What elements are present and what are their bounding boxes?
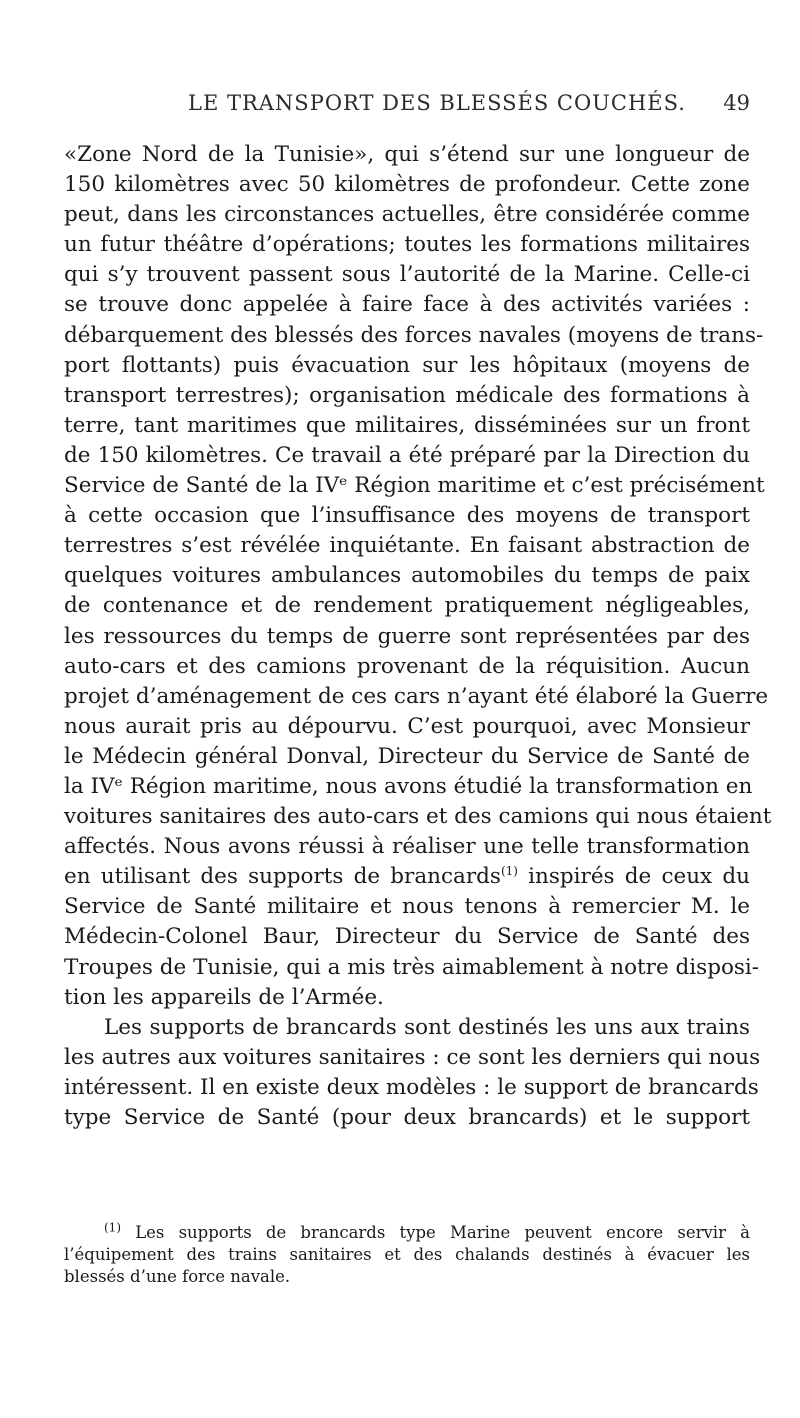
text-line: Médecin-Colonel Baur, Directeur du Service de Santé des [64, 924, 750, 950]
text-line: qui s’y trouvent passent sous l’autorité de la Marine. Celle-ci [64, 262, 750, 288]
text-line: Troupes de Tunisie, qui a mis très aimablement à notre disposi- [64, 954, 760, 980]
text-line: transport terrestres); organisation médicale des formations à [64, 382, 750, 408]
running-title: LE TRANSPORT DES BLESSÉS COUCHÉS. [188, 91, 686, 115]
text-line: projet d’aménagement de ces cars n’ayant été élaboré la Guerre [64, 683, 769, 709]
text-line: à cette occasion que l’insuffisance des moyens de transport [64, 503, 750, 529]
text-line: auto-cars et des camions provenant de la réquisition. Aucun [64, 653, 750, 679]
text-line: quelques voitures ambulances automobiles du temps de paix [64, 563, 750, 589]
footnote-line [64, 1222, 750, 1244]
text-fragment: inspirés de ceux du [528, 864, 750, 890]
text-line: la IVᵉ Région maritime, nous avons étudié la transformation en [64, 773, 753, 799]
body-text [64, 140, 772, 1133]
text-fragment: Les supports de brancards type Marine peuvent encore servir à [135, 1223, 751, 1242]
footnote-line: blessés d’une force navale. [64, 1267, 291, 1286]
text-line: les ressources du temps de guerre sont représentées par des [64, 623, 750, 649]
text-line-with-footnote [64, 862, 750, 892]
text-line: peut, dans les circonstances actuelles, être considérée comme [64, 202, 750, 228]
text-line: nous aurait pris au dépourvu. C’est pourquoi, avec Monsieur [64, 713, 750, 739]
paragraph-2 [64, 1013, 761, 1133]
text-line: Service de Santé de la IVᵉ Région maritime et c’est précisément [64, 473, 765, 499]
text-line: intéressent. Il en existe deux modèles : le support de brancards [64, 1074, 759, 1100]
text-line: affectés. Nous avons réussi à réaliser une telle transformation [64, 834, 750, 860]
text-line: se trouve donc appelée à faire face à des activités variées : [64, 292, 750, 318]
page-number: 49 [723, 91, 750, 115]
page-header [110, 91, 750, 131]
footnote-marker: (1) [104, 1220, 121, 1235]
text-line: port flottants) puis évacuation sur les hôpitaux (moyens de [64, 352, 750, 378]
paragraph-1 [64, 140, 772, 1013]
text-line: voitures sanitaires des auto-cars et des camions qui nous étaient [64, 804, 772, 830]
text-line: Service de Santé militaire et nous tenons à remercier M. le [64, 894, 750, 920]
text-line: terrestres s’est révélée inquiétante. En faisant abstraction de [64, 533, 750, 559]
text-line: de 150 kilomètres. Ce travail a été préparé par la Direction du [64, 442, 750, 468]
text-line: 150 kilomètres avec 50 kilomètres de profondeur. Cette zone [64, 172, 750, 198]
footnote-line: l’équipement des trains sanitaires et des chalands destinés à évacuer les [64, 1245, 750, 1264]
text-fragment: en utilisant des supports de brancards [64, 864, 501, 890]
text-line: de contenance et de rendement pratiquement négligeables, [64, 593, 750, 619]
text-line: le Médecin général Donval, Directeur du Service de Santé de [64, 743, 750, 769]
text-line: les autres aux voitures sanitaires : ce sont les derniers qui nous [64, 1044, 761, 1070]
text-line: type Service de Santé (pour deux brancards) et le support [64, 1105, 750, 1130]
footnote [64, 1222, 750, 1288]
text-line: débarquement des blessés des forces navales (moyens de trans- [64, 322, 764, 348]
footnote-reference: (1) [500, 864, 518, 879]
text-line: terre, tant maritimes que militaires, disséminées sur un front [64, 412, 750, 438]
text-line: tion les appareils de l’Armée. [64, 984, 384, 1010]
text-line: Les supports de brancards sont destinés les uns aux trains [104, 1014, 750, 1040]
text-line: un futur théâtre d’opérations; toutes les formations militaires [64, 232, 750, 258]
text-line: «Zone Nord de la Tunisie», qui s’étend sur une longueur de [64, 142, 750, 167]
